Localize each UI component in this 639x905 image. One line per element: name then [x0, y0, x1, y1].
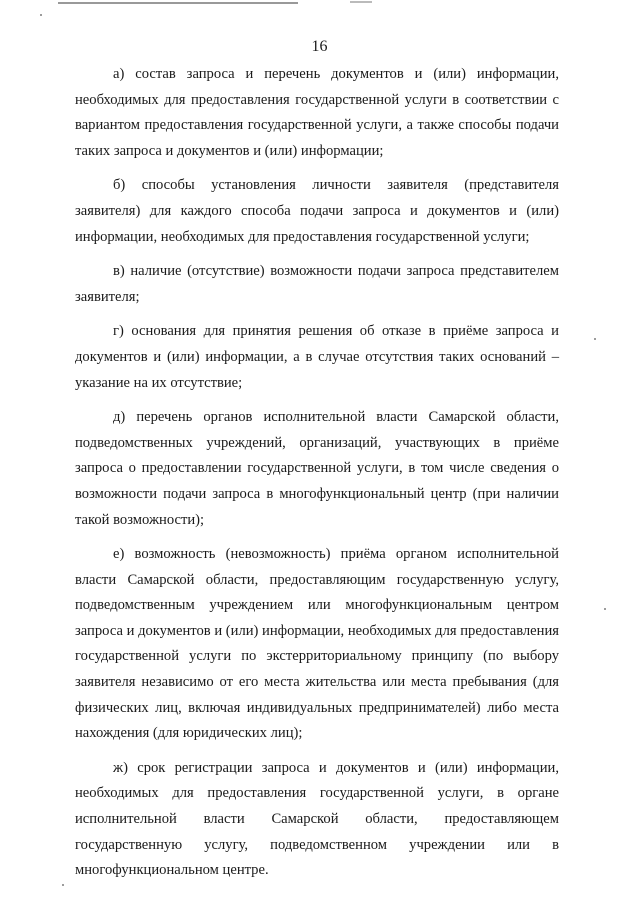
document-body: [75, 62, 559, 892]
scan-edge-mark: [58, 2, 298, 4]
scan-speck: [604, 608, 606, 610]
paragraph-a: а) состав запроса и перечень документов и (или) информации, необходимых для предоставления государственной услуги в соответствии с вариантом предоставления государственной услуги, а также способы подачи таких запроса и документов и (или) информации;: [75, 66, 559, 159]
scan-speck: [594, 338, 596, 340]
paragraph-e: е) возможность (невозможность) приёма органом исполнительной власти Самарской области, предоставляющим государственную услугу, подведомственным учреждением или многофункциональным центром запроса и документов и (или) информации, необходимых для предоставления государственной услуги по экстерриториальному принципу (по выбору заявителя независимо от его места жительства или места пребывания (для физических лиц, включая индивидуальных предпринимателей) либо места нахождения (для юридических лиц);: [75, 546, 559, 742]
page-number: 16: [311, 38, 328, 55]
paragraph-b: б) способы установления личности заявителя (представителя заявителя) для каждого способа подачи запроса и документов и (или) информации, необходимых для предоставления государственной услуги;: [75, 177, 559, 245]
paragraph-zh: ж) срок регистрации запроса и документов и (или) информации, необходимых для предоставления государственной услуги, в органе исполнительной власти Самарской области, предоставляющем государственную услугу, подведомственном учреждении или в многофункциональном центре.: [75, 759, 559, 879]
scan-edge-mark: [350, 1, 372, 3]
paragraph-v: в) наличие (отсутствие) возможности подачи запроса представителем заявителя;: [75, 263, 559, 305]
paragraph-d: д) перечень органов исполнительной власти Самарской области, подведомственных учреждений, организаций, участвующих в приёме запроса о предоставлении государственной услуги, в том числе сведения о возможности подачи запроса в многофункциональный центр (при наличии такой возможности);: [75, 409, 559, 528]
paragraph-g: г) основания для принятия решения об отказе в приёме запроса и документов и (или) информации, а в случае отсутствия таких оснований – указание на их отсутствие;: [75, 323, 559, 391]
scan-speck: [40, 14, 42, 16]
scan-speck: [62, 884, 64, 886]
